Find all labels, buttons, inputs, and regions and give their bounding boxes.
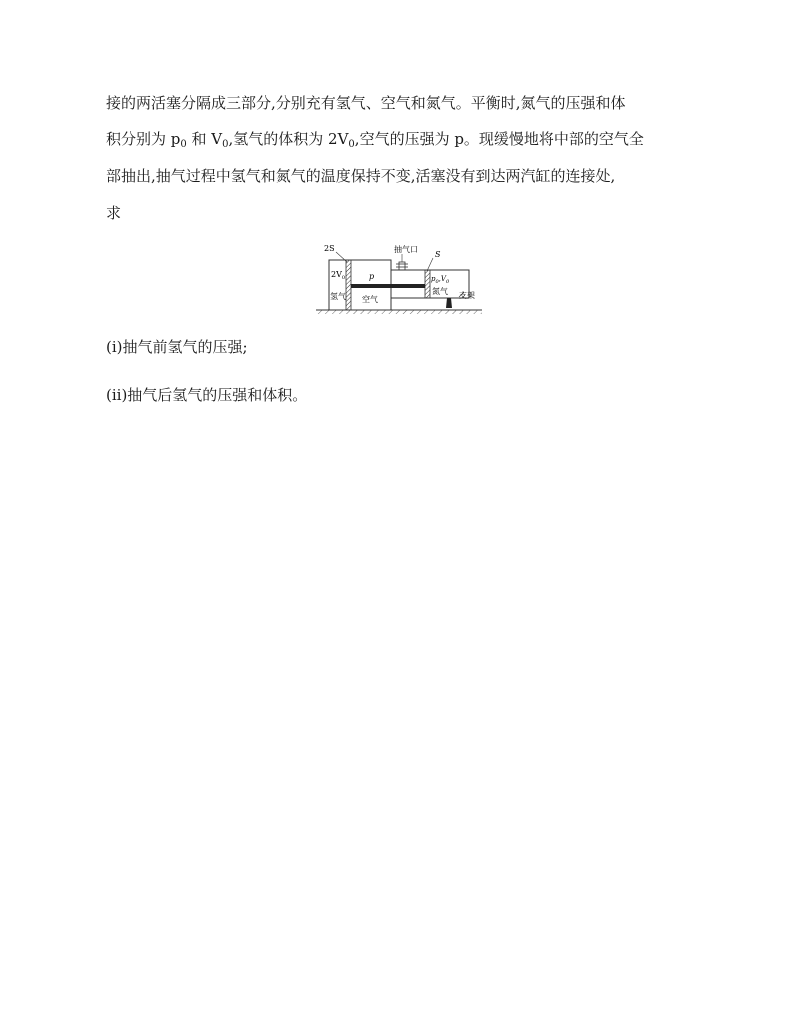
question-1 — [106, 338, 696, 356]
line-2-sub-3: 0 — [348, 139, 355, 150]
label-p: p — [369, 272, 375, 281]
line-2-mid-1: 和 V — [186, 130, 223, 148]
line-2-prefix: 积分别为 p — [106, 130, 181, 148]
line-2-mid-2: ,氢气的体积为 2V — [228, 130, 349, 148]
left-piston — [346, 260, 351, 310]
ground-hatch — [316, 310, 482, 314]
problem-line-4-text: 求 — [106, 204, 122, 222]
question-2-text: (ⅱ)抽气后氢气的压强和体积。 — [106, 386, 308, 404]
label-2s: 2S — [324, 244, 335, 253]
cylinder-diagram-svg — [314, 240, 484, 320]
problem-text-line-2 — [106, 130, 696, 154]
problem-text-line-3 — [106, 167, 696, 185]
support-stand — [446, 298, 452, 308]
leader-s — [427, 258, 433, 271]
label-hydrogen: 氢气 — [330, 292, 346, 301]
question-2 — [106, 386, 696, 404]
problem-text-line-4 — [106, 204, 696, 222]
right-piston — [425, 270, 430, 298]
problem-text-line-1 — [106, 94, 696, 112]
label-p0v0: $p_0,V_0$ — [431, 275, 450, 285]
label-air: 空气 — [362, 295, 378, 304]
question-1-text: (ⅰ)抽气前氢气的压强; — [106, 338, 248, 356]
label-2v0: $2V_0$ — [331, 270, 346, 281]
line-2-suffix: ,空气的压强为 p。现缓慢地将中部的空气全 — [354, 130, 644, 148]
problem-line-1-text: 接的两活塞分隔成三部分,分别充有氢气、空气和氮气。平衡时,氮气的压强和体 — [106, 94, 626, 112]
connecting-rod — [351, 284, 425, 288]
label-support: 支架 — [459, 291, 475, 300]
outlet-valve — [399, 262, 405, 270]
cylinder-diagram — [314, 240, 484, 320]
line-2-sub-2: 0 — [222, 139, 229, 150]
problem-line-3-text: 部抽出,抽气过程中氢气和氮气的温度保持不变,活塞没有到达两汽缸的连接处, — [106, 167, 616, 185]
line-2-sub-1: 0 — [180, 139, 187, 150]
label-s: S — [435, 250, 441, 259]
label-outlet: 抽气口 — [394, 245, 418, 254]
label-nitrogen: 氮气 — [432, 287, 448, 296]
